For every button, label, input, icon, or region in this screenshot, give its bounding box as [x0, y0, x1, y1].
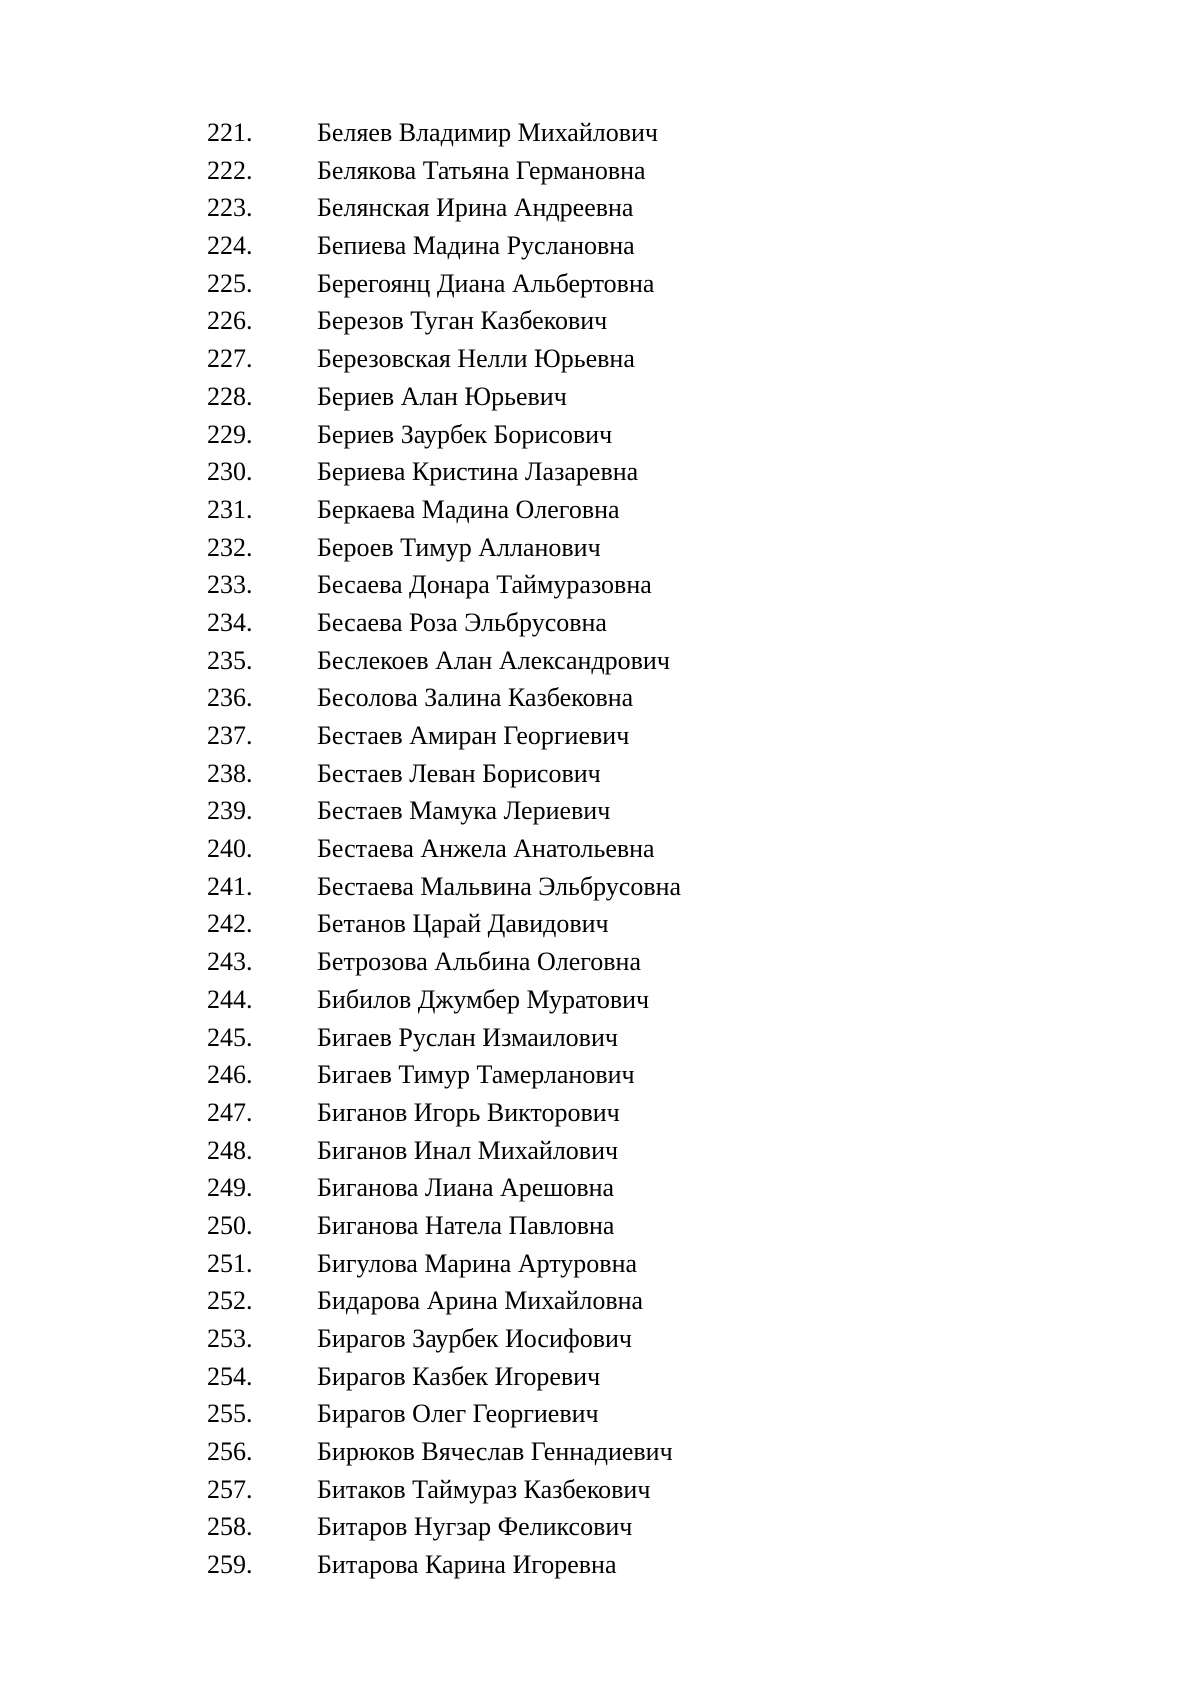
- numbered-name-list: [207, 114, 681, 1584]
- list-item: [207, 943, 681, 981]
- list-item-name: Березов Туган Казбекович: [317, 306, 608, 336]
- list-item: [207, 1019, 681, 1057]
- list-item: [207, 905, 681, 943]
- list-item-number: 250.: [207, 1210, 253, 1240]
- list-item: [207, 1358, 681, 1396]
- list-item-number: 253.: [207, 1324, 253, 1353]
- list-item: [207, 792, 681, 830]
- list-item-number: 239.: [207, 796, 253, 826]
- list-item-name: Бериев Заурбек Борисович: [317, 419, 613, 449]
- list-item: [207, 1282, 681, 1320]
- list-item: [207, 1056, 681, 1094]
- list-item-name: Бероев Тимур Алланович: [317, 532, 601, 562]
- list-item-name: Бирюков Вячеслав Геннадиевич: [317, 1437, 673, 1467]
- list-item-number: 235.: [207, 645, 253, 675]
- list-item-name: Бесаева Донара Таймуразовна: [317, 570, 652, 600]
- list-item: [207, 868, 681, 906]
- list-item-name: Бетанов Царай Давидович: [317, 909, 609, 939]
- list-item: [207, 1132, 681, 1170]
- list-item-name: Бестаев Мамука Лериевич: [317, 796, 611, 826]
- list-item-number: 255.: [207, 1399, 253, 1429]
- list-item-number: 257.: [207, 1474, 253, 1504]
- list-item: [207, 604, 681, 642]
- list-item: [207, 378, 681, 416]
- list-item-name: Бестаев Амиран Георгиевич: [317, 721, 630, 750]
- list-item: [207, 717, 681, 755]
- list-item-name: Бестаев Леван Борисович: [317, 758, 601, 788]
- list-item-name: Бирагов Заурбек Иосифович: [317, 1324, 632, 1353]
- list-item: [207, 981, 681, 1019]
- list-item: [207, 302, 681, 340]
- list-item: [207, 1508, 681, 1546]
- list-item: [207, 1245, 681, 1283]
- list-item: [207, 265, 681, 303]
- list-item-name: Беслекоев Алан Александрович: [317, 645, 670, 675]
- list-item-number: 249.: [207, 1173, 253, 1203]
- list-item-number: 222.: [207, 155, 253, 185]
- list-item-number: 236.: [207, 683, 253, 713]
- list-item: [207, 1094, 681, 1132]
- list-item: [207, 227, 681, 265]
- list-item: [207, 566, 681, 604]
- list-item-name: Бесаева Роза Эльбрусовна: [317, 607, 607, 637]
- list-item-number: 221.: [207, 118, 253, 147]
- list-item-number: 248.: [207, 1135, 253, 1165]
- list-item: [207, 642, 681, 680]
- list-item-name: Белянская Ирина Андреевна: [317, 193, 634, 223]
- list-item: [207, 1433, 681, 1471]
- list-item-number: 240.: [207, 834, 253, 864]
- list-item-name: Бидарова Арина Михайловна: [317, 1286, 644, 1316]
- list-item-number: 230.: [207, 457, 253, 487]
- list-item-number: 224.: [207, 231, 253, 261]
- list-item-number: 252.: [207, 1286, 253, 1316]
- list-item-number: 225.: [207, 268, 253, 298]
- list-item-number: 259.: [207, 1550, 253, 1580]
- list-item-number: 246.: [207, 1060, 253, 1090]
- list-item: [207, 1471, 681, 1509]
- list-item: [207, 830, 681, 868]
- list-item-name: Бесолова Залина Казбековна: [317, 683, 634, 713]
- list-item-number: 238.: [207, 758, 253, 788]
- list-item: [207, 755, 681, 793]
- list-item-number: 227.: [207, 344, 253, 374]
- list-item-number: 229.: [207, 419, 253, 449]
- list-item-name: Бибилов Джумбер Муратович: [317, 984, 650, 1014]
- list-item-name: Битарова Карина Игоревна: [317, 1550, 617, 1580]
- list-item-number: 244.: [207, 984, 253, 1014]
- list-item-number: 245.: [207, 1022, 253, 1052]
- list-item: [207, 189, 681, 227]
- list-item-number: 228.: [207, 381, 253, 411]
- list-item-number: 234.: [207, 607, 253, 637]
- list-item-number: 254.: [207, 1361, 253, 1391]
- list-item-name: Бериев Алан Юрьевич: [317, 381, 567, 411]
- list-item: [207, 679, 681, 717]
- list-item-number: 243.: [207, 947, 253, 977]
- list-item-number: 241.: [207, 871, 253, 901]
- list-item-name: Белякова Татьяна Германовна: [317, 155, 646, 185]
- list-item-number: 247.: [207, 1097, 253, 1127]
- list-item: [207, 152, 681, 190]
- list-item-name: Бетрозова Альбина Олеговна: [317, 947, 641, 977]
- list-item-number: 242.: [207, 909, 253, 939]
- list-item-number: 223.: [207, 193, 253, 223]
- list-item-name: Битаров Нугзар Феликсович: [317, 1512, 633, 1542]
- list-item-number: 237.: [207, 721, 253, 750]
- list-item-name: Битаков Таймураз Казбекович: [317, 1474, 651, 1504]
- list-item-name: Биганова Натела Павловна: [317, 1210, 615, 1240]
- list-item-name: Биганова Лиана Арешовна: [317, 1173, 615, 1203]
- list-item-name: Бестаева Анжела Анатольевна: [317, 834, 655, 864]
- list-item: [207, 491, 681, 529]
- list-item-name: Бигаев Руслан Измаилович: [317, 1022, 618, 1052]
- list-item: [207, 529, 681, 567]
- list-item-name: Бигаев Тимур Тамерланович: [317, 1060, 635, 1090]
- list-item-number: 226.: [207, 306, 253, 336]
- list-item-number: 256.: [207, 1437, 253, 1467]
- list-item: [207, 1207, 681, 1245]
- list-item-number: 251.: [207, 1248, 253, 1278]
- list-item-name: Бериева Кристина Лазаревна: [317, 457, 639, 487]
- list-item: [207, 1546, 681, 1584]
- list-item-name: Бестаева Мальвина Эльбрусовна: [317, 871, 682, 901]
- list-item-name: Берегоянц Диана Альбертовна: [317, 268, 655, 298]
- list-item: [207, 114, 681, 152]
- list-item-name: Бепиева Мадина Руслановна: [317, 231, 635, 261]
- list-item: [207, 416, 681, 454]
- list-item: [207, 1395, 681, 1433]
- list-item-number: 232.: [207, 532, 253, 562]
- list-item: [207, 1320, 681, 1358]
- list-item-number: 233.: [207, 570, 253, 600]
- list-item-name: Беркаева Мадина Олеговна: [317, 494, 620, 524]
- list-item-name: Бирагов Казбек Игоревич: [317, 1361, 601, 1391]
- list-item-name: Бигулова Марина Артуровна: [317, 1248, 638, 1278]
- list-item-name: Беляев Владимир Михайлович: [317, 118, 658, 147]
- list-item-name: Биганов Инал Михайлович: [317, 1135, 619, 1165]
- list-item-name: Биганов Игорь Викторович: [317, 1097, 620, 1127]
- list-item-name: Березовская Нелли Юрьевна: [317, 344, 635, 374]
- list-item: [207, 1169, 681, 1207]
- list-item: [207, 340, 681, 378]
- list-item-name: Бирагов Олег Георгиевич: [317, 1399, 599, 1429]
- list-item-number: 258.: [207, 1512, 253, 1542]
- list-item: [207, 453, 681, 491]
- list-item-number: 231.: [207, 494, 253, 524]
